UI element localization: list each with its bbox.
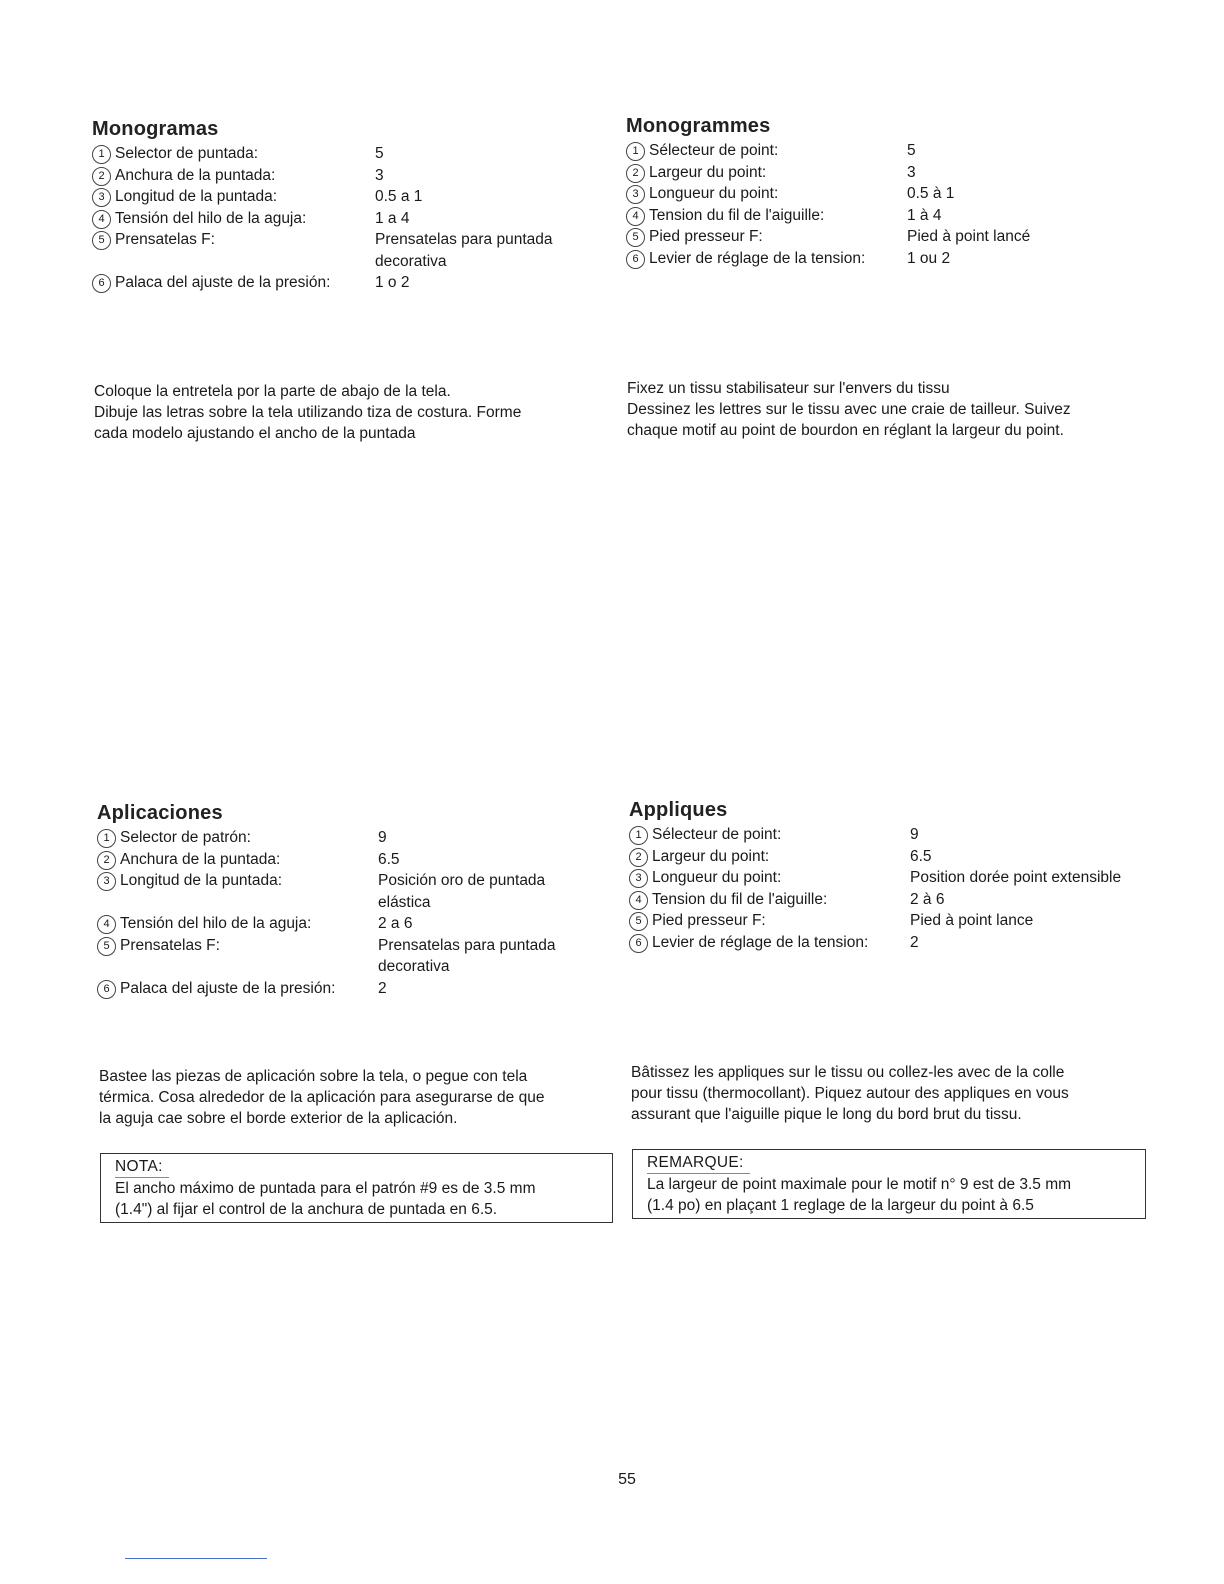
- footer-divider: [125, 1558, 267, 1559]
- paragraph-line: Dessinez les lettres sur le tissu avec une craie de tailleur. Suivez: [627, 401, 1071, 418]
- settings-row: [92, 143, 553, 165]
- paragraph-line: Bâtissez les appliques sur le tissu ou collez-les avec de la colle: [631, 1064, 1065, 1081]
- settings-row: [626, 183, 1030, 205]
- circled-number: 1: [629, 826, 648, 845]
- settings-row: [92, 165, 553, 187]
- setting-value: Pied à point lancé: [907, 228, 1031, 245]
- setting-label: Longitud de la puntada:: [115, 188, 278, 205]
- setting-label: Longitud de la puntada:: [120, 872, 283, 889]
- page-number: 55: [618, 1471, 636, 1488]
- circled-number: 2: [97, 851, 116, 870]
- setting-value: Prensatelas para puntada: [378, 936, 556, 954]
- circled-number: 6: [626, 250, 645, 269]
- setting-value: 9: [378, 829, 387, 846]
- setting-label: Selector de puntada:: [115, 145, 259, 162]
- setting-value: 5: [375, 145, 384, 162]
- setting-value: 1 ou 2: [907, 249, 951, 267]
- setting-value: 3: [375, 166, 384, 184]
- settings-row: [97, 849, 556, 871]
- paragraph-line: térmica. Cosa alrededor de la aplicación para asegurarse de que: [99, 1089, 545, 1106]
- circled-number: 3: [92, 188, 111, 207]
- note-line: (1.4") al fijar el control de la anchura de puntada en 6.5.: [115, 1201, 498, 1218]
- setting-value: 1 à 4: [907, 206, 942, 224]
- paragraph-line: Dibuje las letras sobre la tela utilizando tiza de costura. Forme: [94, 404, 522, 421]
- circled-number: 6: [97, 980, 116, 999]
- monogrammes-settings: [626, 140, 1030, 269]
- settings-row: [626, 226, 1030, 248]
- setting-value: 0.5 a 1: [375, 188, 423, 205]
- note-line: El ancho máximo de puntada para el patrón #9 es de 3.5 mm: [115, 1180, 536, 1197]
- circled-number: 6: [92, 274, 111, 293]
- monogramas-title: Monogramas: [92, 118, 219, 140]
- circled-number: 4: [92, 210, 111, 229]
- settings-row: [97, 870, 556, 913]
- settings-row: [629, 910, 1121, 932]
- circled-number: 4: [97, 915, 116, 934]
- setting-value: 1 a 4: [375, 209, 410, 227]
- settings-row: [97, 913, 556, 935]
- setting-label: Tensión del hilo de la aguja:: [120, 915, 312, 932]
- setting-value-cont: decorativa: [375, 252, 447, 270]
- setting-value: Position dorée point extensible: [910, 869, 1122, 886]
- monogramas-section: [92, 118, 553, 294]
- setting-value: 2: [910, 933, 919, 951]
- monogramas-paragraph: [94, 381, 521, 444]
- circled-number: 5: [97, 937, 116, 956]
- aplicaciones-paragraph: [99, 1066, 544, 1129]
- setting-label: Longueur du point:: [649, 185, 779, 202]
- setting-label: Palaca del ajuste de la presión:: [115, 274, 331, 291]
- setting-value: 0.5 à 1: [907, 185, 955, 202]
- remarque-box: [632, 1149, 1146, 1219]
- circled-number: 1: [92, 145, 111, 164]
- setting-label: Tensión del hilo de la aguja:: [115, 209, 307, 227]
- setting-label: Sélecteur de point:: [649, 142, 779, 159]
- setting-label: Tension du fil de l'aiguille:: [652, 890, 828, 908]
- circled-number: 5: [626, 228, 645, 247]
- setting-label: Largeur du point:: [652, 847, 770, 865]
- setting-label: Selector de patrón:: [120, 829, 251, 846]
- circled-number: 4: [629, 891, 648, 910]
- setting-value-cont: elástica: [378, 893, 431, 911]
- setting-label: Levier de réglage de la tension:: [649, 249, 866, 267]
- circled-number: 1: [97, 829, 116, 848]
- paragraph-line: pour tissu (thermocollant). Piquez autour des appliques en vous: [631, 1085, 1069, 1102]
- setting-value: 3: [907, 163, 916, 181]
- monogramas-settings: [92, 143, 553, 294]
- aplicaciones-section: [97, 802, 556, 999]
- settings-row: [92, 208, 553, 230]
- settings-row: [626, 162, 1030, 184]
- settings-row: [629, 932, 1121, 954]
- settings-row: [92, 186, 553, 208]
- setting-label: Largeur du point:: [649, 163, 767, 181]
- settings-row: [629, 824, 1121, 846]
- settings-row: [626, 205, 1030, 227]
- setting-value: 1 o 2: [375, 274, 410, 291]
- setting-label: Anchura de la puntada:: [115, 166, 276, 184]
- setting-value: 5: [907, 142, 916, 159]
- setting-value: Prensatelas para puntada: [375, 231, 553, 248]
- settings-row: [626, 248, 1030, 270]
- circled-number: 6: [629, 934, 648, 953]
- setting-value: 6.5: [910, 847, 932, 865]
- paragraph-line: Coloque la entretela por la parte de abajo de la tela.: [94, 383, 451, 400]
- circled-number: 5: [92, 231, 111, 250]
- appliques-title: Appliques: [629, 799, 728, 821]
- paragraph-line: Fixez un tissu stabilisateur sur l'envers du tissu: [627, 380, 950, 397]
- setting-value: Pied à point lance: [910, 912, 1034, 929]
- monogrammes-section: [626, 115, 1030, 269]
- paragraph-line: chaque motif au point de bourdon en réglant la largeur du point.: [627, 422, 1064, 439]
- setting-value: 2 à 6: [910, 890, 945, 908]
- circled-number: 2: [92, 167, 111, 186]
- settings-row: [92, 272, 553, 294]
- paragraph-line: Bastee las piezas de aplicación sobre la tela, o pegue con tela: [99, 1068, 528, 1085]
- setting-label: Anchura de la puntada:: [120, 850, 281, 868]
- circled-number: 3: [626, 185, 645, 204]
- appliques-settings: [629, 824, 1121, 953]
- circled-number: 1: [626, 142, 645, 161]
- circled-number: 2: [626, 164, 645, 183]
- setting-value: 2: [378, 979, 387, 997]
- setting-label: Levier de réglage de la tension:: [652, 933, 869, 951]
- circled-number: 3: [97, 872, 116, 891]
- settings-row: [92, 229, 553, 272]
- setting-label: Pied presseur F:: [649, 228, 763, 245]
- setting-label: Prensatelas F:: [120, 936, 220, 954]
- aplicaciones-settings: [97, 827, 556, 999]
- circled-number: 3: [629, 869, 648, 888]
- paragraph-line: cada modelo ajustando el ancho de la puntada: [94, 425, 416, 442]
- monogrammes-title: Monogrammes: [626, 115, 771, 137]
- setting-label: Palaca del ajuste de la presión:: [120, 979, 336, 997]
- setting-value: Posición oro de puntada: [378, 872, 546, 889]
- note-line: (1.4 po) en plaçant 1 reglage de la largeur du point à 6.5: [647, 1197, 1034, 1214]
- setting-label: Pied presseur F:: [652, 912, 766, 929]
- setting-label: Prensatelas F:: [115, 231, 215, 248]
- setting-label: Tension du fil de l'aiguille:: [649, 206, 825, 224]
- settings-row: [629, 889, 1121, 911]
- settings-row: [629, 846, 1121, 868]
- remarque-title: REMARQUE:: [647, 1152, 750, 1174]
- appliques-section: [629, 799, 1121, 953]
- circled-number: 2: [629, 848, 648, 867]
- nota-box: [100, 1153, 613, 1223]
- setting-value: 2 a 6: [378, 915, 413, 932]
- paragraph-line: assurant que l'aiguille pique le long du bord brut du tissu.: [631, 1106, 1022, 1123]
- settings-row: [97, 978, 556, 1000]
- setting-value: 6.5: [378, 850, 400, 868]
- settings-row: [97, 935, 556, 978]
- setting-value: 9: [910, 826, 919, 843]
- setting-label: Longueur du point:: [652, 869, 782, 886]
- circled-number: 5: [629, 912, 648, 931]
- settings-row: [97, 827, 556, 849]
- aplicaciones-title: Aplicaciones: [97, 802, 223, 824]
- note-line: La largeur de point maximale pour le motif n° 9 est de 3.5 mm: [647, 1176, 1072, 1193]
- settings-row: [629, 867, 1121, 889]
- settings-row: [626, 140, 1030, 162]
- appliques-paragraph: [631, 1062, 1069, 1125]
- monogrammes-paragraph: [627, 378, 1071, 441]
- paragraph-line: la aguja cae sobre el borde exterior de la aplicación.: [99, 1110, 458, 1127]
- setting-value-cont: decorativa: [378, 958, 450, 975]
- setting-label: Sélecteur de point:: [652, 826, 782, 843]
- nota-title: NOTA:: [115, 1156, 169, 1178]
- circled-number: 4: [626, 207, 645, 226]
